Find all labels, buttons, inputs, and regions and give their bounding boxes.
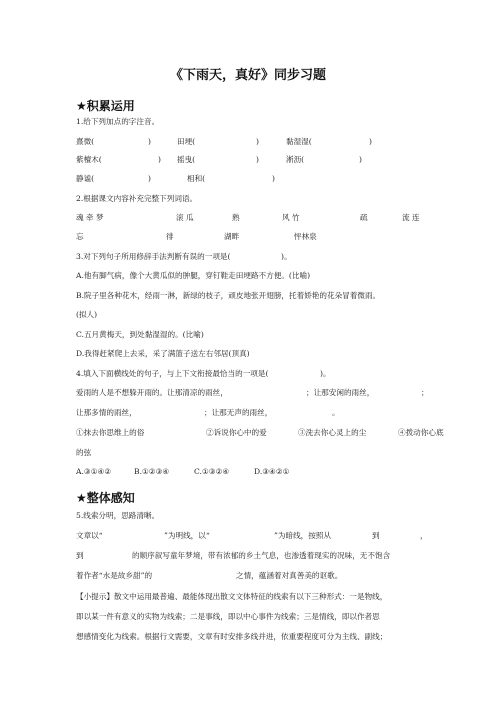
passage-text: ； <box>421 388 429 397</box>
question-4-stem-end: )。 <box>320 369 331 378</box>
question-3-option-d: D.我得赶紧爬上去采，采了满篮子送左右邻居(顶真) <box>76 349 250 358</box>
word-fragment: 滚 瓜 <box>176 213 194 222</box>
pinyin-item: 淅沥( <box>286 155 305 164</box>
question-3-option-a: A.他有脚气病，像个大黄瓜似的肿腿，穿钉鞋走田埂路不方便。(比喻) <box>76 271 311 280</box>
question-3-stem-text: 3.对下列句子所用修辞手法判断有误的一项是( <box>76 252 231 261</box>
pinyin-item: 相和( <box>187 174 206 183</box>
passage-text: 到 <box>76 551 84 560</box>
question-2-stem: 2.根据课文内容补充完整下列词语。 <box>76 194 198 203</box>
pinyin-item: 紫檀木( <box>76 155 102 164</box>
pinyin-blank-close: ) <box>148 137 151 146</box>
word-fragment: 风 竹 <box>282 213 300 222</box>
passage-text: ；让那无声的雨丝， <box>204 408 273 417</box>
question-4-fill-option-cont: 的弦 <box>76 448 92 457</box>
word-fragment: 怦林泉 <box>294 232 317 241</box>
pinyin-blank-close: ) <box>359 155 362 164</box>
passage-text: 。 <box>332 408 340 417</box>
passage-text: 之情，蕴涵着对真善美的讴歌。 <box>236 571 343 580</box>
fill-option: ①抹去你思维上的俗 <box>76 428 145 437</box>
word-fragment: 忘 <box>76 232 84 241</box>
answer-option: C.①③②④ <box>194 467 230 476</box>
word-fragment: 魂 牵 梦 <box>76 213 104 222</box>
pinyin-item: 田埂( <box>177 137 196 146</box>
question-5-stem: 5.线索分明，思路清晰。 <box>76 511 160 520</box>
section-heading-overall: ★整体感知 <box>76 491 135 505</box>
pinyin-item: 黏湿湿( <box>286 137 312 146</box>
answer-option: B.①②③④ <box>134 467 170 476</box>
question-3-stem-end: )。 <box>281 252 292 261</box>
word-fragment: 徘 <box>166 232 174 241</box>
passage-text: 的顺序叙写童年梦境，带有浓郁的乡土气息，也渗透着现实的况味，无不饱含 <box>132 551 391 560</box>
section-heading-accumulation: ★积累运用 <box>76 99 135 113</box>
pinyin-blank-close: ) <box>256 155 259 164</box>
pinyin-item: 静谧( <box>76 174 95 183</box>
fill-option: ③洗去你心灵上的尘 <box>298 428 367 437</box>
word-fragment: 疏 <box>360 213 368 222</box>
question-3-option-b: B.院子里各种花木，经雨一淋，新绿的枝子，顽皮地张开翅膀，托着娇艳的花朵冒着微雨。 <box>76 291 381 300</box>
pinyin-item: 熹微( <box>76 137 95 146</box>
question-4-stem-text: 4.填入下面横线处的句子，与上下文衔接最恰当的一项是( <box>76 369 269 378</box>
word-fragment: 流 连 <box>402 213 420 222</box>
pinyin-item: 摇曳( <box>177 155 196 164</box>
question-1-stem: 1.给下列加点的字注音。 <box>76 117 160 126</box>
tip-line-1: 【小提示】散文中运用最普遍、最能体现出散文文体特征的线索有以下三种形式：一是物线， <box>76 592 388 601</box>
passage-text: ”为暗线，按照从 <box>274 531 332 540</box>
tip-line-3: 想感情变化为线索。根据行文需要，文章有时安排多线并进，依重要程度可分为主线、副线； <box>76 632 388 641</box>
fill-option: ②诉说你心中的爱 <box>206 428 267 437</box>
passage-text: ”为明线，以“ <box>164 531 210 540</box>
pinyin-blank-close: ) <box>369 137 372 146</box>
pinyin-blank-close: ) <box>158 155 161 164</box>
passage-text: 爱雨的人是不想躲开雨的。让那清凉的雨丝， <box>76 388 228 397</box>
question-3-option-b-note: (拟人) <box>76 310 98 319</box>
pinyin-blank-close: ) <box>272 174 275 183</box>
page-title: 《下雨天，真好》同步习题 <box>169 68 326 83</box>
tip-line-2: 即以某一件有意义的实物为线索；二是事线，即以中心事件为线索；三是情线，即以作者思 <box>76 612 380 621</box>
answer-option: A.③①④② <box>76 467 112 476</box>
fill-option: ④拨动你心底 <box>398 428 444 437</box>
passage-text: 让那多情的雨丝， <box>76 408 137 417</box>
answer-option: D.③④②① <box>254 467 290 476</box>
passage-text: ；让那安闲的雨丝， <box>306 388 375 397</box>
passage-text: ， <box>420 531 428 540</box>
question-3-option-c: C.五月黄梅天，到处黏湿湿的。(比喻) <box>76 330 204 339</box>
passage-text: 文章以“ <box>76 531 103 540</box>
passage-text: 到 <box>372 531 380 540</box>
passage-text: 着作者“水是故乡甜”的 <box>76 571 153 580</box>
pinyin-blank-close: ) <box>256 137 259 146</box>
pinyin-blank-close: ) <box>148 174 151 183</box>
word-fragment: 熟 <box>232 213 240 222</box>
word-fragment: 湖畔 <box>224 232 240 241</box>
